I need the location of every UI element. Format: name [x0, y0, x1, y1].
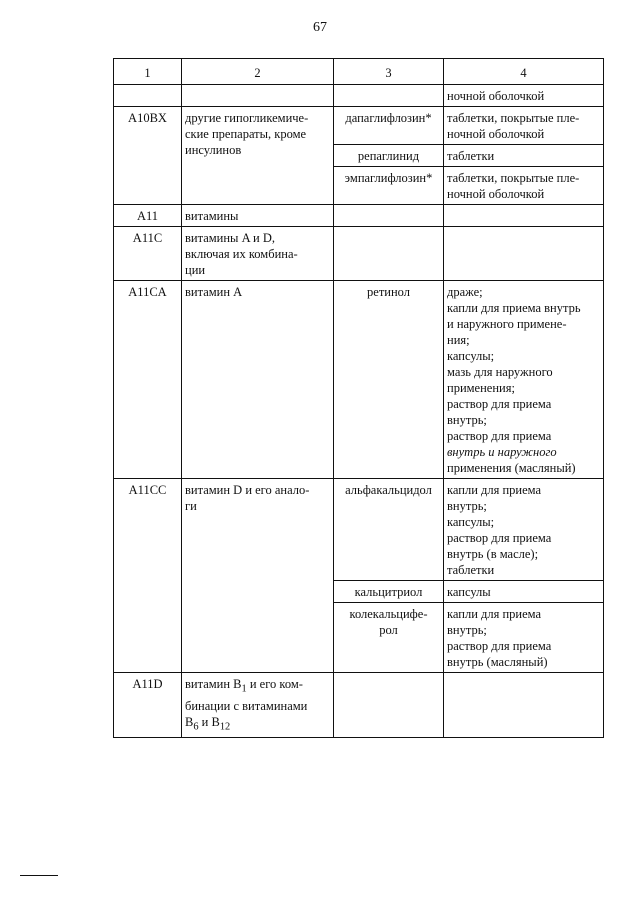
- forms-cell: [444, 281, 604, 479]
- table-row: [114, 673, 604, 738]
- form-line: капсулы: [447, 585, 491, 599]
- form-line: внутрь;: [447, 623, 487, 637]
- form-line: капли для приема: [447, 607, 542, 621]
- forms-cell: [444, 107, 604, 145]
- drug-cell: [334, 85, 444, 107]
- drug-cell: [334, 167, 444, 205]
- drug-line: эмпаглифлозин*: [344, 171, 433, 185]
- group-line: витамин D и его анало-: [185, 483, 310, 497]
- drug-cell: [334, 673, 444, 738]
- drug-line: альфакальцидол: [345, 483, 432, 497]
- group-line: ции: [185, 263, 206, 277]
- group-cell: [182, 227, 334, 281]
- drug-line: дапаглифлозин*: [345, 111, 432, 125]
- group-line: включая их комбина-: [185, 247, 298, 261]
- table-row: [114, 85, 604, 107]
- form-line: ночной оболочкой: [447, 127, 545, 141]
- table-row: [114, 479, 604, 581]
- form-line: таблетки: [447, 149, 495, 163]
- atc-code-cell: A10BX: [114, 107, 182, 205]
- group-line: ги: [185, 499, 197, 513]
- group-line: витамин A: [185, 285, 243, 299]
- group-text: витамин $B_1$ и его ком- бинации с витаминами $B_6$ и $B_{12}$: [185, 677, 308, 732]
- atc-code-cell: [114, 85, 182, 107]
- forms-cell: [444, 581, 604, 603]
- group-line: другие гипогликемиче-: [185, 111, 309, 125]
- form-line: внутрь (в масле);: [447, 547, 539, 561]
- form-line: и наружного применe-: [447, 317, 567, 331]
- drug-line: кальцитриол: [354, 585, 423, 599]
- table-row: [114, 281, 604, 479]
- drug-cell: [334, 581, 444, 603]
- drug-line: репаглинид: [357, 149, 420, 163]
- forms-cell: [444, 85, 604, 107]
- atc-code-cell: A11CC: [114, 479, 182, 673]
- form-line: мазь для наружного: [447, 365, 553, 379]
- drug-table: [113, 58, 604, 738]
- drug-line: колекальцифе-: [349, 607, 428, 621]
- form-line: внутрь (масляный): [447, 655, 548, 669]
- drug-cell: [334, 227, 444, 281]
- forms-cell: [444, 167, 604, 205]
- form-line: раствор для приема: [447, 397, 552, 411]
- table-header-row: [114, 59, 604, 85]
- form-line: раствор для приема: [447, 639, 552, 653]
- atc-code-cell: A11C: [114, 227, 182, 281]
- atc-code-cell: A11D: [114, 673, 182, 738]
- header-col-2: 2: [182, 59, 334, 85]
- form-line: ния;: [447, 333, 470, 347]
- form-line: применения (масляный): [447, 461, 576, 475]
- drug-cell: [334, 145, 444, 167]
- forms-cell: [444, 145, 604, 167]
- form-line: применения;: [447, 381, 515, 395]
- group-cell: [182, 85, 334, 107]
- drug-cell: [334, 281, 444, 479]
- group-cell: [182, 281, 334, 479]
- drug-line: ретинол: [367, 285, 410, 299]
- form-line: раствор для приема: [447, 531, 552, 545]
- group-line: витамины A и D,: [185, 231, 275, 245]
- form-line: таблетки, покрытые пле-: [447, 111, 580, 125]
- group-cell: [182, 479, 334, 673]
- drug-line: рол: [379, 623, 398, 637]
- form-line: капли для приема: [447, 483, 542, 497]
- forms-cell: [444, 227, 604, 281]
- group-line: ские препараты, кроме: [185, 127, 307, 141]
- form-line: таблетки: [447, 563, 495, 577]
- form-line: драже;: [447, 285, 483, 299]
- drug-cell: [334, 107, 444, 145]
- table-row: [114, 205, 604, 227]
- group-cell: [182, 673, 334, 738]
- drug-cell: [334, 205, 444, 227]
- header-col-3: 3: [334, 59, 444, 85]
- forms-cell: [444, 479, 604, 581]
- page-number: 67: [313, 20, 327, 35]
- group-line: инсулинов: [185, 143, 242, 157]
- group-cell: [182, 205, 334, 227]
- form-line: внутрь;: [447, 413, 487, 427]
- forms-cell: [444, 205, 604, 227]
- footer-rule: [20, 875, 58, 876]
- form-line: капсулы;: [447, 515, 495, 529]
- table-row: [114, 227, 604, 281]
- form-line: внутрь;: [447, 499, 487, 513]
- group-cell: [182, 107, 334, 205]
- forms-cell: [444, 603, 604, 673]
- table-row: [114, 107, 604, 145]
- form-line: таблетки, покрытые пле-: [447, 171, 580, 185]
- drug-cell: [334, 603, 444, 673]
- form-line: ночной оболочкой: [447, 89, 545, 103]
- drug-cell: [334, 479, 444, 581]
- form-line: раствор для приема: [447, 429, 552, 443]
- header-col-4: 4: [444, 59, 604, 85]
- header-col-1: 1: [114, 59, 182, 85]
- forms-cell: [444, 673, 604, 738]
- atc-code-cell: A11CA: [114, 281, 182, 479]
- group-line: витамины: [185, 209, 239, 223]
- form-line: капли для приема внутрь: [447, 301, 581, 315]
- form-line: капсулы;: [447, 349, 495, 363]
- form-line: внутрь и наружного: [447, 445, 557, 459]
- atc-code-cell: A11: [114, 205, 182, 227]
- form-line: ночной оболочкой: [447, 187, 545, 201]
